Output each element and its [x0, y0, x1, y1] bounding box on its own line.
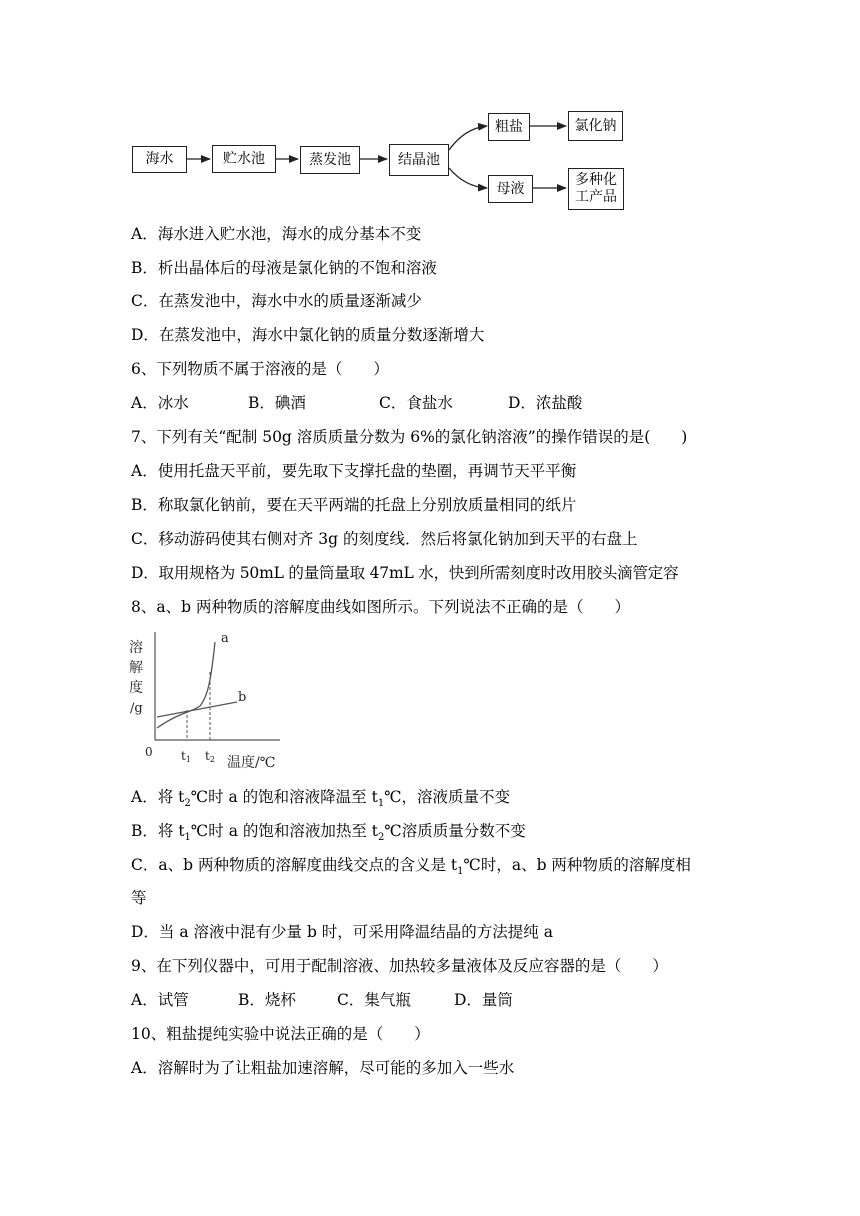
q8-option-b-sub1: 1 [184, 832, 191, 844]
q8-option-b-post: ℃溶质质量分数不变 [384, 822, 526, 840]
curve-b [157, 702, 237, 717]
t2-label-text: t [205, 749, 210, 763]
q9-option-d: D．量筒 [454, 991, 513, 1009]
q5-option-c: C．在蒸发池中，海水中水的质量逐渐减少 [131, 292, 422, 310]
q8-option-a-mid: ℃时 a 的饱和溶液降温至 t [190, 788, 378, 806]
flow-node-nacl: 氯化钠 [568, 111, 623, 141]
q5-option-b: B．析出晶体后的母液是氯化钠的不饱和溶液 [131, 259, 437, 277]
q6-stem: 6、下列物质不属于溶液的是（ ） [131, 360, 389, 378]
flow-node-reservoir: 贮水池 [212, 145, 276, 173]
t1-label [181, 749, 191, 764]
flow-node-chemicals: 多种化工产品 [568, 168, 624, 210]
q8-option-a [131, 786, 510, 815]
flowchart-arrows [0, 0, 860, 220]
q8-option-a-sub1: 2 [184, 798, 191, 810]
q9-option-b: B．烧杯 [238, 991, 296, 1009]
q9-stem: 9、在下列仪器中，可用于配制溶液、加热较多量液体及反应容器的是（ ） [131, 957, 668, 975]
ylabel-char-2: 解 [129, 660, 143, 676]
q7-option-b: B．称取氯化钠前，要在天平两端的托盘上分别放质量相同的纸片 [131, 496, 577, 514]
q8-option-b-sub2: 2 [378, 832, 385, 844]
q6-option-d: D．浓盐酸 [508, 394, 583, 412]
arrow-crystallization-crude-salt [449, 126, 487, 150]
q9-option-a: A．试管 [131, 991, 189, 1009]
q8-option-c-sub1: 1 [457, 866, 464, 878]
q8-option-d: D．当 a 溶液中混有少量 b 时，可采用降温结晶的方法提纯 a [131, 923, 553, 941]
curve-a-label: a [221, 631, 229, 646]
q8-stem: 8、a、b 两种物质的溶解度曲线如图所示。下列说法不正确的是（ ） [131, 598, 630, 616]
flow-node-mother-liquor: 母液 [488, 175, 533, 203]
curve-b-label: b [238, 690, 247, 705]
q8-option-b-mid: ℃时 a 的饱和溶液加热至 t [190, 822, 379, 840]
q8-option-a-post: ℃，溶液质量不变 [384, 788, 511, 806]
ylabel-char-3: 度 [129, 680, 143, 696]
t2-label [205, 749, 215, 764]
q6-option-a: A．冰水 [131, 394, 189, 412]
q9-option-c: C．集气瓶 [337, 991, 411, 1009]
t2-label-sub: 2 [209, 755, 215, 764]
q8-option-c-post: ℃时，a、b 两种物质的溶解度相 [463, 856, 691, 874]
solubility-graph-svg [125, 620, 305, 775]
q10-stem: 10、粗盐提纯实验中说法正确的是（ ） [131, 1025, 430, 1043]
ylabel-char-1: 溶 [129, 640, 143, 656]
solubility-graph [125, 620, 305, 775]
arrow-crystallization-mother-liquor [449, 168, 487, 188]
flow-node-crystallization: 结晶池 [389, 144, 449, 176]
xlabel: 温度/℃ [227, 755, 276, 771]
q7-stem: 7、下列有关“配制 50g 溶质质量分数为 6%的氯化钠溶液”的操作错误的是( ) [131, 428, 688, 446]
q6-option-c: C．食盐水 [379, 394, 453, 412]
flow-node-seawater: 海水 [132, 146, 187, 173]
q8-option-a-pre: A．将 t [131, 788, 185, 806]
q7-option-d: D．取用规格为 50mL 的量筒量取 47mL 水，快到所需刻度时改用胶头滴管定容 [131, 564, 679, 582]
q8-option-c-pre: C．a、b 两种物质的溶解度曲线交点的含义是 t [131, 856, 458, 874]
q5-option-d: D．在蒸发池中，海水中氯化钠的质量分数逐渐增大 [131, 326, 485, 344]
q8-option-c [131, 854, 691, 883]
t1-label-sub: 1 [185, 755, 191, 764]
q8-option-b [131, 820, 526, 849]
flow-node-evaporation: 蒸发池 [300, 146, 360, 174]
q7-option-a: A．使用托盘天平前，要先取下支撑托盘的垫圈，再调节天平平衡 [131, 462, 577, 480]
q6-option-b: B．碘酒 [248, 394, 306, 412]
q5-option-a: A．海水进入贮水池，海水的成分基本不变 [131, 225, 422, 243]
q8-option-b-pre: B．将 t [131, 822, 185, 840]
q8-option-c-wrap: 等 [131, 889, 147, 907]
origin-label: 0 [145, 745, 153, 759]
t1-label-text: t [181, 749, 186, 763]
ylabel-char-4: /g [130, 701, 143, 716]
flow-node-crude-salt: 粗盐 [488, 113, 530, 141]
q8-option-a-sub2: 1 [377, 798, 385, 810]
q10-option-a: A．溶解时为了让粗盐加速溶解，尽可能的多加入一些水 [131, 1059, 515, 1077]
q7-option-c: C．移动游码使其右侧对齐 3g 的刻度线．然后将氯化钠加到天平的右盘上 [131, 530, 638, 548]
